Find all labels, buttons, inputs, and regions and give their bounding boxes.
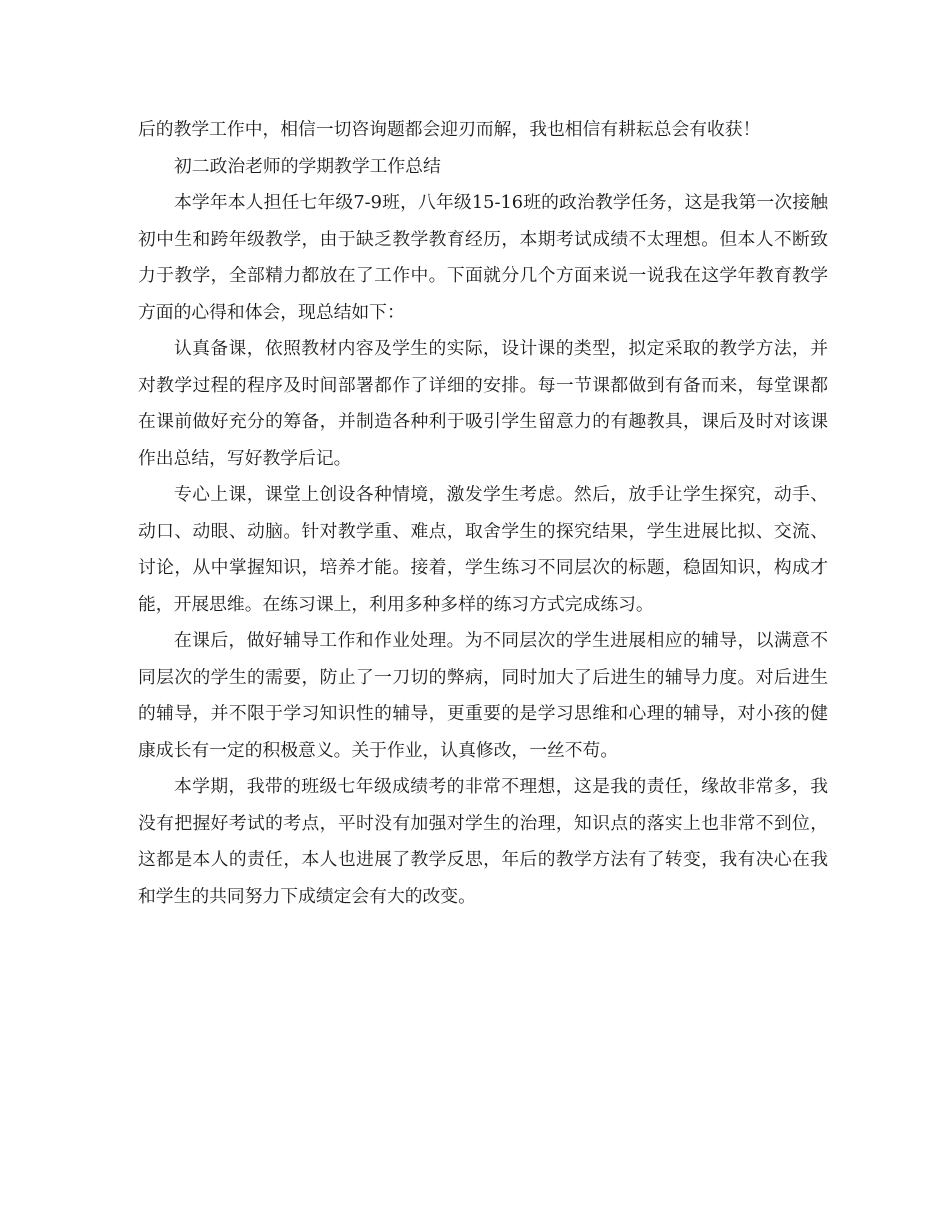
paragraph-in-class: 专心上课，课堂上创设各种情境，激发学生考虑。然后，放手让学生探究，动手、动口、动眼、动脑。针对教学重、难点，取舍学生的探究结果，学生进展比拟、交流、讨论，从中掌握知识，培养才能。接着，学生练习不同层次的标题，稳固知识，构成才能，开展思维。在练习课上，利用多种多样的练习方式完成练习。 [138, 484, 828, 615]
paragraph-lesson-prep: 认真备课，依照教材内容及学生的实际，设计课的类型，拟定采取的教学方法，并对教学过程的程序及时间部署都作了详细的安排。每一节课都做到有备而来，每堂课都在课前做好充分的筹备，并制造各种利于吸引学生留意力的有趣教具，课后及时对该课作出总结，写好教学后记。 [138, 338, 828, 469]
section-title: 初二政治老师的学期教学工作总结 [174, 155, 441, 177]
paragraph-intro: 本学年本人担任七年级7-9班，八年级15-16班的政治教学任务，这是我第一次接触初中生和跨年级教学，由于缺乏教学教育经历，本期考试成绩不太理想。但本人不断致力于教学，全部精力都放在了工作中。下面就分几个方面来说一说我在这学年教育教学方面的心得和体会，现总结如下： [138, 192, 828, 323]
paragraph-after-class: 在课后，做好辅导工作和作业处理。为不同层次的学生进展相应的辅导，以满意不同层次的学生的需要，防止了一刀切的弊病，同时加大了后进生的辅导力度。对后进生的辅导，并不限于学习知识性的辅导，更重要的是学习思维和心理的辅导，对小孩的健康成长有一定的积极意义。关于作业，认真修改，一丝不苟。 [138, 630, 828, 761]
paragraph-continuation: 后的教学工作中，相信一切咨询题都会迎刃而解，我也相信有耕耘总会有收获！ [138, 119, 761, 140]
paragraph-reflection: 本学期，我带的班级七年级成绩考的非常不理想，这是我的责任，缘故非常多，我没有把握好考试的考点，平时没有加强对学生的治理，知识点的落实上也非常不到位，这都是本人的责任，本人也进展了教学反思，年后的教学方法有了转变，我有决心在我和学生的共同努力下成绩定会有大的改变。 [138, 776, 828, 907]
document-body [138, 112, 828, 915]
